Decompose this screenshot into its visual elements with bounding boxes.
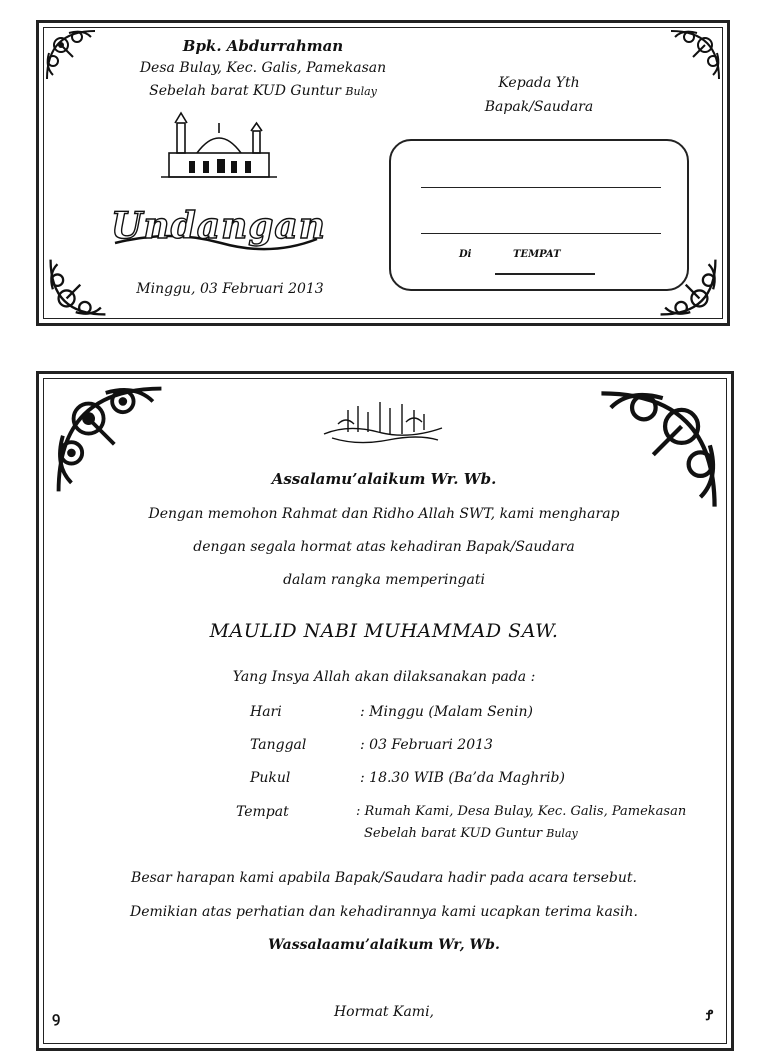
detail-label-tempat: Tempat: [236, 804, 289, 820]
event-title: MAULID NABI MUHAMMAD SAW.: [209, 620, 559, 642]
bottom-right-ornament-icon: Ꝭ: [706, 1008, 714, 1024]
mosque-icon: [159, 109, 279, 181]
paragraph-2: dengan segala hormat atas kehadiran Bapak/Saudara: [193, 539, 575, 555]
sender-address-line-1: Desa Bulay, Kec. Galis, Pamekasan: [139, 60, 387, 76]
address-line-2: [421, 233, 661, 234]
tempat-continuation-text: Sebelah barat KUD Guntur: [364, 826, 543, 841]
closing-line-2: Demikian atas perhatian dan kehadirannya kami ucapkan terima kasih.: [130, 904, 638, 920]
detail-label-pukul: Pukul: [250, 770, 291, 786]
sender-name: Bpk. Abdurrahman: [182, 37, 344, 55]
envelope-card: [36, 20, 730, 326]
greeting: Assalamu’alaikum Wr. Wb.: [271, 470, 497, 488]
recipient-line-2: Bapak/Saudara: [484, 99, 594, 115]
detail-label-hari: Hari: [250, 704, 282, 720]
detail-value-hari: : Minggu (Malam Senin): [360, 704, 533, 720]
address-box: [389, 139, 689, 291]
detail-value-tempat: : Rumah Kami, Desa Bulay, Kec. Galis, Pamekasan: [356, 804, 687, 819]
paragraph-3: dalam rangka memperingati: [283, 572, 485, 588]
recipient-line-1: Kepada Yth: [498, 75, 580, 91]
tempat-underline: [495, 273, 595, 275]
floral-corner-icon: [667, 27, 723, 83]
di-label: Di: [459, 249, 472, 260]
bismillah-calligraphy-icon: [318, 394, 448, 454]
bottom-left-ornament-icon: ꝯ: [52, 1010, 61, 1026]
floral-corner-icon: [43, 27, 99, 83]
envelope-date: Minggu, 03 Februari 2013: [136, 281, 324, 297]
floral-corner-icon: [592, 380, 724, 520]
closing-line-1: Besar harapan kami apabila Bapak/Saudara hadir pada acara tersebut.: [131, 870, 637, 886]
tempat-continuation-small: Bulay: [546, 827, 578, 840]
tempat-label: TEMPAT: [513, 249, 561, 260]
undangan-banner: [111, 199, 326, 259]
address-line-1: [421, 187, 661, 188]
detail-label-tanggal: Tanggal: [250, 737, 307, 753]
detail-value-tempat-continuation: [364, 826, 578, 841]
farewell: Wassalaamu’alaikum Wr, Wb.: [268, 937, 500, 953]
intro-line: Yang Insya Allah akan dilaksanakan pada :: [232, 669, 536, 685]
floral-corner-icon: [43, 255, 113, 319]
paragraph-1: Dengan memohon Rahmat dan Ridho Allah SWT, kami mengharap: [148, 506, 620, 522]
sender-address-line-2: [103, 83, 423, 99]
detail-value-tanggal: : 03 Februari 2013: [360, 737, 493, 753]
undangan-title: Undangan: [111, 205, 326, 247]
sender-address-text: Sebelah barat KUD Guntur: [149, 83, 341, 99]
sender-address-small: Bulay: [345, 85, 377, 98]
regards: Hormat Kami,: [333, 1004, 435, 1020]
detail-value-pukul: : 18.30 WIB (Ba’da Maghrib): [360, 770, 565, 786]
